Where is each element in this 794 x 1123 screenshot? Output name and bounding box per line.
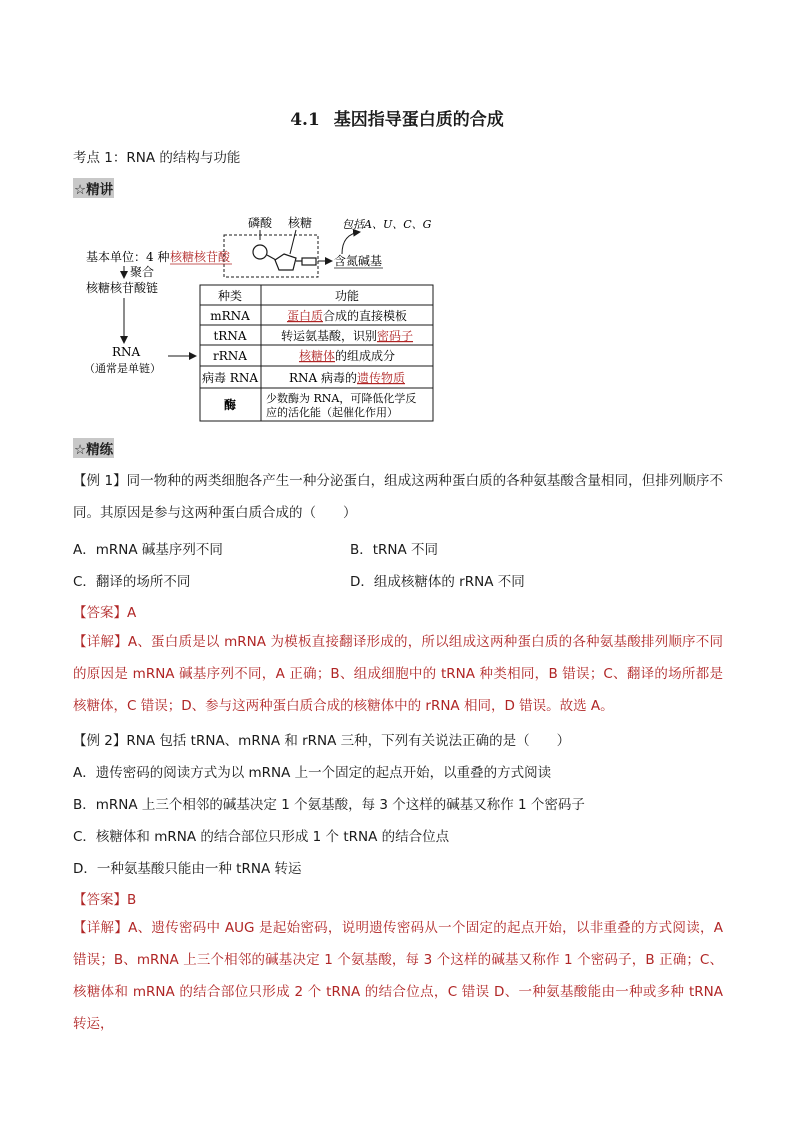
table-header-kind: 种类 [217,289,243,303]
table-enzyme-line2: 应的活化能（起催化作用） [266,406,398,419]
ex2-option-d: D．一种氨基酸只能由一种 tRNA 转运 [73,861,302,877]
ribose-pointer [290,230,296,254]
label-rna: RNA [112,345,141,359]
section-lecture: ☆精讲 [73,178,114,198]
table-row-function: RNA 病毒的遗传物质 [288,371,406,385]
ex2-option-c: C．核糖体和 mRNA 的结合部位只形成 1 个 tRNA 的结合位点 [73,829,450,845]
page-title [0,105,794,130]
table-row-kind: tRNA [213,329,247,343]
table-row-function: 蛋白质合成的直接模板 [286,309,408,323]
label-phosphate: 磷酸 [248,216,273,230]
ex2-option-b: B．mRNA 上三个相邻的碱基决定 1 个氨基酸，每 3 个这样的碱基又称作 1 个密码子 [73,797,585,813]
ex2-stem: 【例 2】RNA 包括 tRNA、mRNA 和 rRNA 三种，下列有关说法正确的是（ ） [73,733,571,749]
phosphate-circle [253,245,267,259]
ex2-answer: 【答案】B [73,892,137,908]
section-practice: ☆精练 [73,438,114,458]
table-row-function: 核糖体的组成成分 [298,349,396,363]
table-row-kind: mRNA [210,309,250,323]
label-polymerize: 聚合 [130,265,155,279]
includes-arrow [342,232,360,254]
table-header-function: 功能 [334,289,360,303]
table-row-function: 转运氨基酸，识别密码子 [280,329,414,343]
title-text: 基因指导蛋白质的合成 [333,110,504,130]
nucleotide-box [224,235,318,277]
label-includes: 包括A、U、C、G [342,218,432,231]
ex2-option-a: A．遗传密码的阅读方式为以 mRNA 上一个固定的起点开始，以重叠的方式阅读 [73,765,552,781]
topic-heading: 考点 1：RNA 的结构与功能 [73,150,241,166]
unit-prefix: 基本单位：4 种 [86,250,170,264]
base-rect [302,258,316,265]
table-row-kind: rRNA [213,349,247,363]
ex1-option-d: D．组成核糖体的 rRNA 不同 [350,574,525,590]
ex2-detail: 【详解】A、遗传密码中 AUG 是起始密码，说明遗传密码从一个固定的起点开始，以非重叠的方式阅读，A 错误；B、mRNA 上三个相邻的碱基决定 1 个氨基酸，每 3 个这样的碱基又称作 1 个密码子，B 正确；C、核糖体和 mRNA 的结合部位只形成 2 个 tRNA 的结合位点，C 错误 D、一种氨基酸能由一种或多种 tRNA 转运， [73,920,723,1032]
table-row-kind: 酶 [223,398,237,412]
title-number: 4.1 [290,110,320,130]
bond-line [267,255,276,260]
unit-name: 核糖核苷酸 [170,250,231,264]
ex1-option-c: C．翻译的场所不同 [73,574,191,590]
ex1-option-b: B．tRNA 不同 [350,542,439,558]
label-base: 含氮碱基 [334,254,383,268]
rna-diagram [80,210,450,430]
ex1-stem: 【例 1】同一物种的两类细胞各产生一种分泌蛋白，组成这两种蛋白质的各种氨基酸含量相同，但排列顺序不同。其原因是参与这两种蛋白质合成的（ ） [73,473,723,521]
ex1-answer: 【答案】A [73,605,137,621]
label-ribose: 核糖 [288,216,313,230]
label-rna-note: （通常是单链） [84,362,161,375]
ex1-option-a: A．mRNA 碱基序列不同 [73,542,223,558]
ex1-detail: 【详解】A、蛋白质是以 mRNA 为模板直接翻译形成的，所以组成这两种蛋白质的各种氨基酸排列顺序不同的原因是 mRNA 碱基序列不同，A 正确；B、组成细胞中的 tRNA 种类相同，B 错误；C、翻译的场所都是核糖体，C 错误；D、参与这两种蛋白质合成的核糖体中的 rRNA 相同，D 错误。故选 A。 [73,634,723,714]
ribose-pentagon [275,254,296,270]
table-row-kind: 病毒 RNA [201,371,259,385]
label-chain: 核糖核苷酸链 [86,281,159,295]
table-enzyme-line1: 少数酶为 RNA，可降低化学反 [266,392,417,405]
